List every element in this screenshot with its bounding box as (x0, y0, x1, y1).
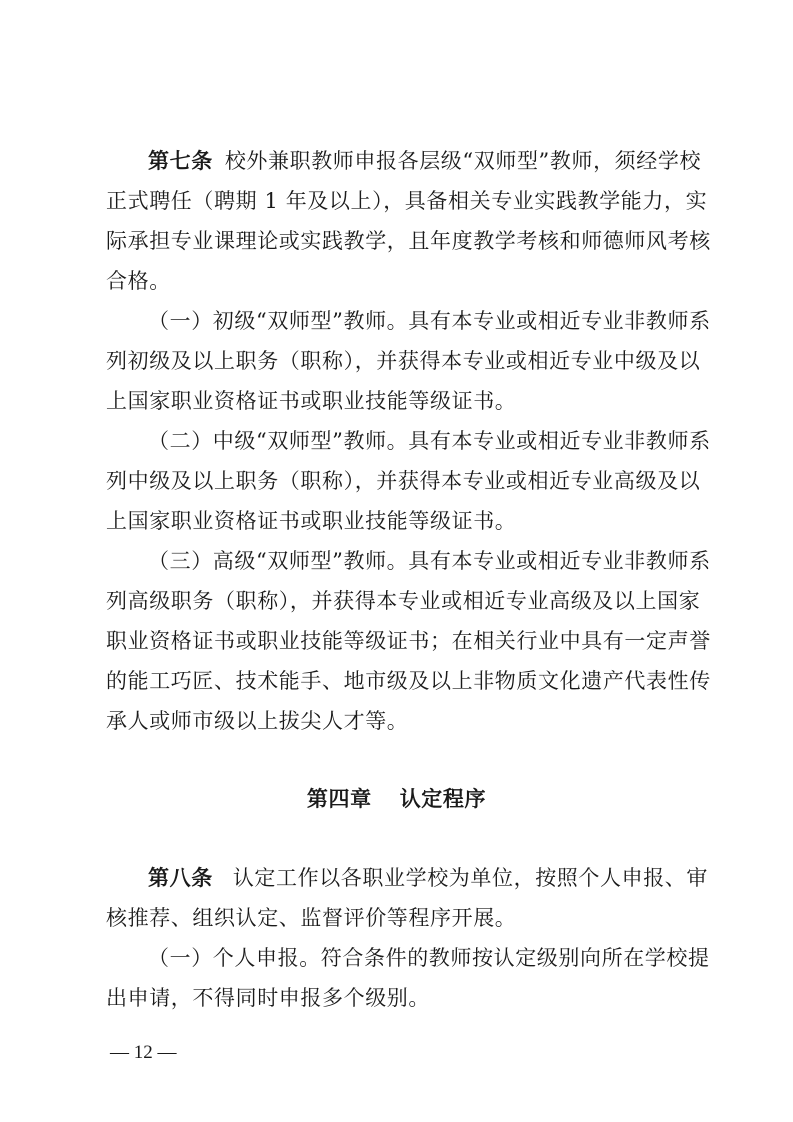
item-2-line-2 (106, 467, 701, 495)
article-7-line-3 (106, 227, 711, 255)
item-3-line-3 (106, 627, 711, 655)
item-3-line-2 (106, 587, 701, 615)
article-7-line-1 (148, 147, 701, 175)
article-7-heading: 第七条 (148, 148, 213, 173)
chapter-title: 认定程序 (399, 786, 487, 811)
item-3-text-1: （三）高级“双师型”教师。具有本专业或相近专业非教师系 (148, 549, 711, 573)
item-2-line-1 (148, 427, 711, 455)
article-7-text-1: 校外兼职教师申报各层级“双师型”教师，须经学校 (224, 149, 702, 173)
item-3-text-2: 列高级职务（职称），并获得本专业或相近专业高级及以上国家 (106, 589, 701, 613)
article-7-line-2 (106, 187, 708, 215)
item-1-line-3 (106, 387, 516, 415)
item-1-text-2: 列初级及以上职务（职称），并获得本专业或相近专业中级及以 (106, 349, 701, 373)
article-8-heading: 第八条 (148, 865, 213, 890)
item-2-text-1: （二）中级“双师型”教师。具有本专业或相近专业非教师系 (148, 429, 711, 453)
item-3-line-5 (106, 707, 408, 735)
item-3-text-4: 的能工巧匠、技术能手、地市级及以上非物质文化遗产代表性传 (106, 669, 711, 693)
item-3-text-5: 承人或师市级以上拔尖人才等。 (106, 709, 409, 733)
article-8-line-2 (106, 904, 516, 932)
item-3-text-3: 职业资格证书或职业技能等级证书；在相关行业中具有一定声誉 (106, 629, 711, 653)
article-8-text-1: 认定工作以各职业学校为单位，按照个人申报、审 (232, 866, 709, 890)
article-7-line-4 (106, 267, 171, 295)
item-2-text-3: 上国家职业资格证书或职业技能等级证书。 (106, 509, 517, 533)
item-8-1-text-1: （一）个人申报。符合条件的教师按认定级别向所在学校提 (148, 946, 710, 970)
article-7-text-4: 合格。 (106, 269, 171, 293)
article-7-text-3: 际承担专业课理论或实践教学，且年度教学考核和师德师风考核 (106, 229, 711, 253)
item-8-1-line-2 (106, 984, 430, 1012)
item-1-text-1: （一）初级“双师型”教师。具有本专业或相近专业非教师系 (148, 309, 711, 333)
item-2-line-3 (106, 507, 516, 535)
item-2-text-2: 列中级及以上职务（职称），并获得本专业或相近专业高级及以 (106, 469, 701, 493)
chapter-number: 第四章 (306, 786, 372, 811)
item-3-line-1 (148, 547, 711, 575)
item-3-line-4 (106, 667, 711, 695)
item-8-1-line-1 (148, 944, 710, 972)
item-1-line-2 (106, 347, 701, 375)
item-8-1-text-2: 出申请，不得同时申报多个级别。 (106, 986, 430, 1010)
article-7-text-2: 正式聘任（聘期 1 年及以上），具备相关专业实践教学能力，实 (106, 189, 708, 213)
article-8-text-2: 核推荐、组织认定、监督评价等程序开展。 (106, 906, 517, 930)
article-8-line-1 (148, 864, 708, 892)
page-number: — 12 — (110, 1042, 177, 1063)
item-1-text-3: 上国家职业资格证书或职业技能等级证书。 (106, 389, 517, 413)
chapter-heading (0, 785, 793, 813)
item-1-line-1 (148, 307, 711, 335)
